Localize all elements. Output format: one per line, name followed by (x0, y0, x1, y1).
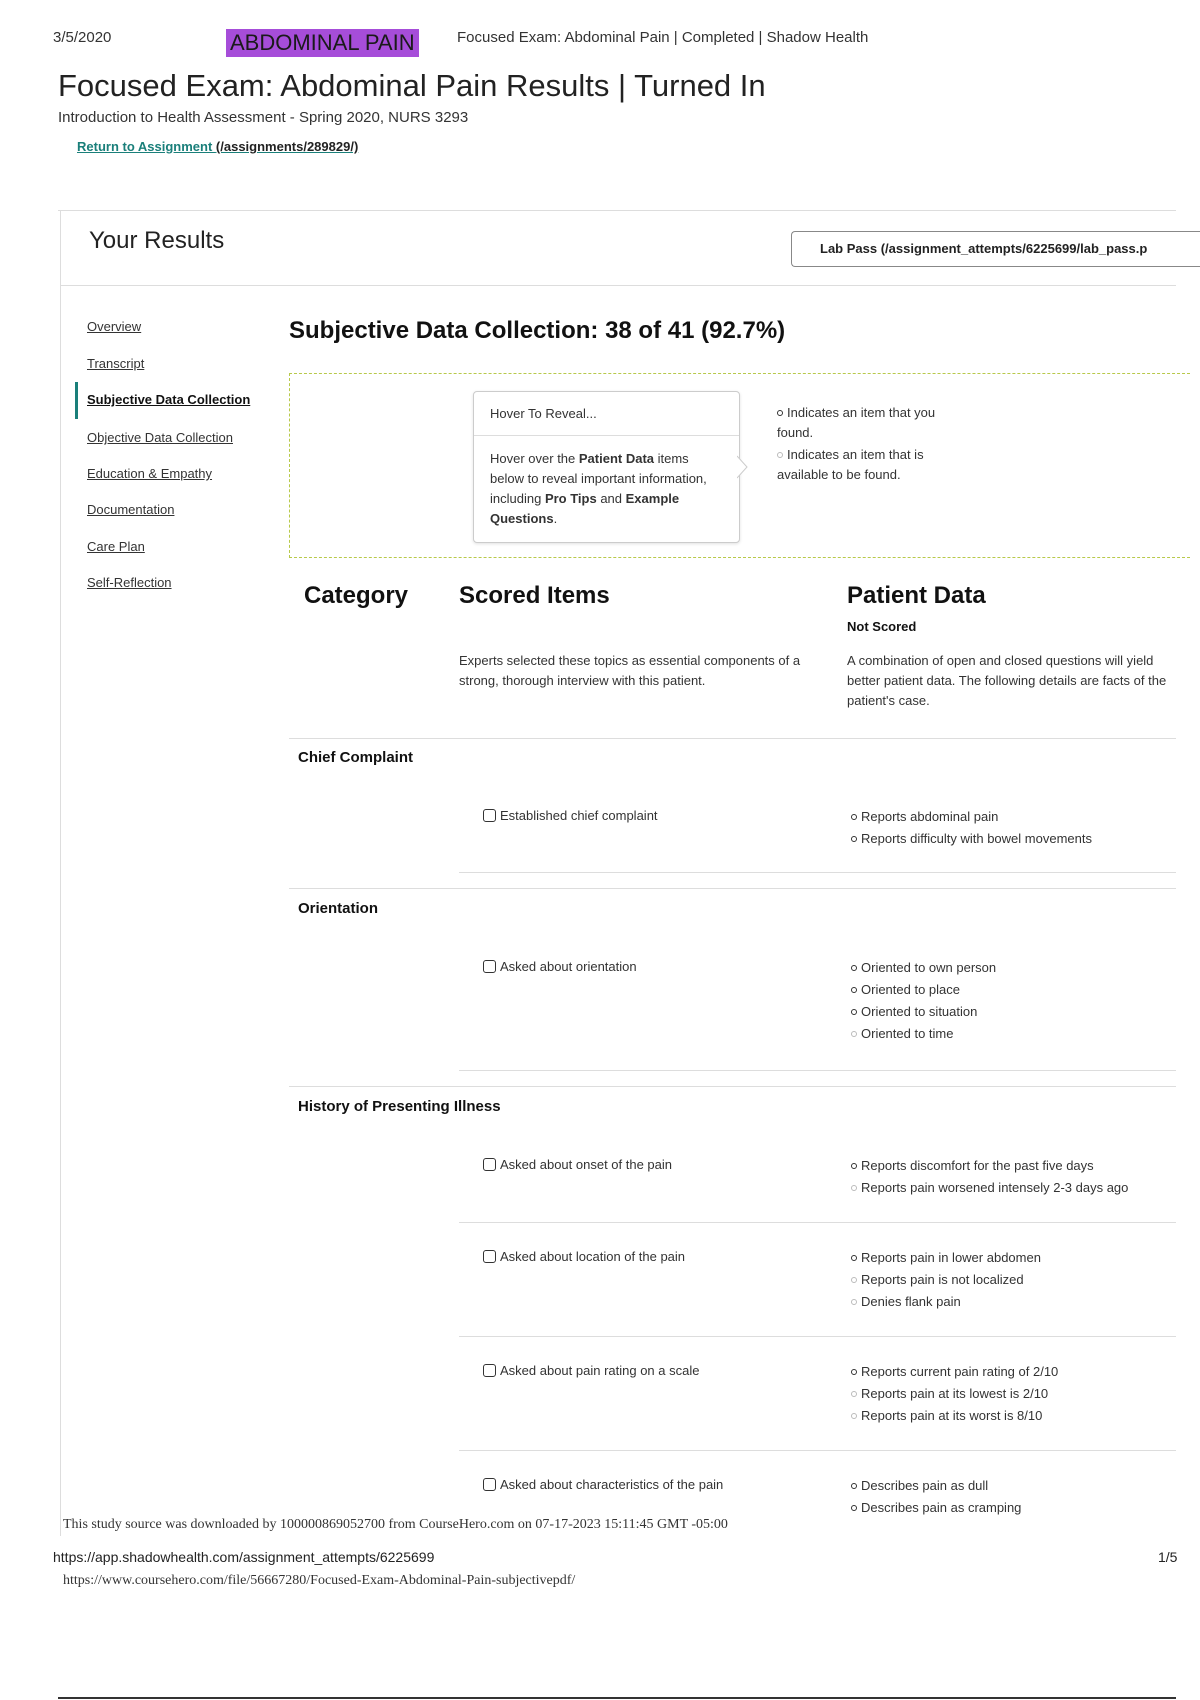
row-divider (289, 888, 1176, 889)
tooltip-bold-patient-data: Patient Data (578, 451, 655, 466)
nav-education-empathy[interactable]: Education & Empathy (87, 466, 213, 481)
patient-data-item (851, 1001, 996, 1023)
patient-data-text: Oriented to situation (861, 1004, 978, 1019)
nav-care-plan[interactable]: Care Plan (87, 539, 145, 554)
results-heading: Your Results (89, 227, 225, 254)
row-divider (459, 1222, 1176, 1223)
category-chief-complaint: Chief Complaint (298, 749, 413, 766)
patient-data-text: Reports current pain rating of 2/10 (861, 1364, 1059, 1379)
available-dot-icon (851, 1185, 857, 1191)
patient-data-item (851, 1475, 1021, 1497)
return-to-assignment-link[interactable] (77, 139, 358, 154)
patient-data-item (851, 1497, 1021, 1519)
checkbox-icon (483, 1478, 496, 1491)
category-history-of-presenting-illness: History of Presenting Illness (298, 1098, 501, 1115)
tooltip-text-4: . (553, 511, 558, 526)
patient-data-chief-complaint (851, 806, 1092, 850)
source-url: https://www.coursehero.com/file/56667280/Focused-Exam-Abdominal-Pain-subjectivepdf/ (63, 1573, 576, 1588)
highlighted-tag: ABDOMINAL PAIN (226, 29, 419, 57)
row-divider (459, 1070, 1176, 1071)
patient-data-text: Denies flank pain (861, 1294, 961, 1309)
course-name: Introduction to Health Assessment - Spring 2020, NURS 3293 (58, 109, 469, 126)
available-dot-icon (851, 1277, 857, 1283)
page-title: Focused Exam: Abdominal Pain Results | Turned In (58, 68, 766, 103)
nav-objective-data-collection[interactable]: Objective Data Collection (87, 430, 233, 445)
nav-documentation[interactable]: Documentation (87, 502, 175, 517)
checkbox-icon (483, 960, 496, 973)
patient-data-text: Reports pain at its lowest is 2/10 (861, 1386, 1049, 1401)
column-category: Category (304, 582, 409, 609)
scored-item-location (483, 1249, 685, 1264)
patient-data-item (851, 1177, 1128, 1199)
return-link-label[interactable]: Return to Assignment (77, 139, 216, 154)
results-card-border (60, 211, 61, 1536)
found-dot-icon (851, 1255, 857, 1261)
found-dot-icon (777, 410, 783, 416)
scored-item-pain-rating (483, 1363, 699, 1378)
nav-subjective-data-collection[interactable]: Subjective Data Collection (87, 392, 251, 407)
found-dot-icon (851, 814, 857, 820)
patient-data-characteristics (851, 1475, 1021, 1519)
tooltip-title: Hover To Reveal... (474, 392, 739, 436)
patient-data-description: A combination of open and closed questions will yield better patient data. The following details are facts of the patient's case. (847, 653, 1167, 708)
patient-data-text: Oriented to own person (861, 960, 997, 975)
legend (777, 403, 967, 485)
patient-data-item (851, 1269, 1041, 1291)
patient-data-item (851, 1361, 1058, 1383)
patient-data-text: Describes pain as dull (861, 1478, 989, 1493)
category-orientation: Orientation (298, 900, 379, 917)
found-dot-icon (851, 965, 857, 971)
print-page-title: Focused Exam: Abdominal Pain | Completed | Shadow Health (457, 29, 869, 46)
patient-data-item (851, 1155, 1128, 1177)
available-dot-icon (777, 452, 783, 458)
scored-item-onset (483, 1157, 672, 1172)
tooltip-pointer-icon (737, 455, 749, 479)
patient-data-item (851, 1405, 1058, 1427)
patient-data-text: Oriented to time (861, 1026, 954, 1041)
row-divider (289, 738, 1176, 739)
found-dot-icon (851, 1009, 857, 1015)
legend-available-text: Indicates an item that is available to be found. (777, 447, 924, 482)
scored-item-label: Asked about characteristics of the pain (500, 1477, 724, 1492)
patient-data-onset (851, 1155, 1128, 1199)
patient-data-text: Reports pain worsened intensely 2-3 days ago (861, 1180, 1129, 1195)
patient-data-text: Describes pain as cramping (861, 1500, 1022, 1515)
patient-data-text: Reports discomfort for the past five days (861, 1158, 1094, 1173)
tooltip-text-2: items below to reveal important information, including (490, 451, 707, 506)
patient-data-text: Reports abdominal pain (861, 809, 999, 824)
row-divider (459, 1336, 1176, 1337)
not-scored-label: Not Scored (847, 619, 917, 634)
scored-item-label: Asked about pain rating on a scale (500, 1363, 700, 1378)
lab-pass-button[interactable]: Lab Pass (/assignment_attempts/6225699/lab_pass.p (791, 231, 1200, 267)
found-dot-icon (851, 836, 857, 842)
checkbox-icon (483, 1364, 496, 1377)
row-divider (459, 1450, 1176, 1451)
found-dot-icon (851, 1505, 857, 1511)
nav-overview[interactable]: Overview (87, 319, 142, 334)
page-number: 1/5 (1158, 1549, 1178, 1565)
scored-item-label: Asked about onset of the pain (500, 1157, 673, 1172)
return-link-path[interactable]: (/assignments/289829/) (215, 139, 359, 154)
nav-active-indicator (75, 382, 78, 419)
column-patient-data: Patient Data (847, 582, 986, 609)
legend-available (777, 445, 967, 485)
patient-data-text: Oriented to place (861, 982, 961, 997)
scored-item-label: Established chief complaint (500, 808, 658, 823)
checkbox-icon (483, 1250, 496, 1263)
patient-data-item (851, 1383, 1058, 1405)
legend-found (777, 403, 967, 443)
patient-data-item (851, 979, 996, 1001)
available-dot-icon (851, 1299, 857, 1305)
tooltip-body (474, 436, 739, 542)
checkbox-icon (483, 1158, 496, 1171)
patient-data-orientation (851, 957, 996, 1045)
tooltip-bold-example-questions: Example Questions (490, 491, 680, 526)
bottom-rule (58, 1697, 1176, 1699)
patient-data-item (851, 1023, 996, 1045)
patient-data-location (851, 1247, 1041, 1313)
print-date: 3/5/2020 (53, 29, 112, 46)
patient-data-text: Reports difficulty with bowel movements (861, 831, 1092, 846)
found-dot-icon (851, 1483, 857, 1489)
column-scored-items: Scored Items (459, 582, 610, 609)
available-dot-icon (851, 1413, 857, 1419)
scored-item-label: Asked about location of the pain (500, 1249, 686, 1264)
page-url: https://app.shadowhealth.com/assignment_attempts/6225699 (53, 1549, 435, 1565)
scored-item-characteristics (483, 1477, 723, 1492)
patient-data-item (851, 1247, 1041, 1269)
scored-item-chief-complaint (483, 808, 658, 823)
row-divider (289, 1086, 1176, 1087)
scored-description: Experts selected these topics as essential components of a strong, thorough interview with this patient. (459, 653, 801, 688)
tooltip-text-3: and (596, 491, 626, 506)
nav-self-reflection[interactable]: Self-Reflection (87, 575, 172, 590)
available-dot-icon (851, 1391, 857, 1397)
patient-data-item (851, 957, 996, 979)
scored-item-orientation (483, 959, 637, 974)
download-note: This study source was downloaded by 100000869052700 from CourseHero.com on 07-17-2023 15:11:45 GMT -05:00 (63, 1517, 728, 1532)
found-dot-icon (851, 1163, 857, 1169)
checkbox-icon (483, 809, 496, 822)
divider (58, 210, 1176, 211)
patient-data-item (851, 1291, 1041, 1313)
hover-reveal-tooltip (473, 391, 740, 543)
tooltip-text-1: Hover over the (490, 451, 579, 466)
nav-transcript[interactable]: Transcript (87, 356, 145, 371)
patient-data-item (851, 806, 1092, 828)
patient-data-pain-rating (851, 1361, 1058, 1427)
scored-item-label: Asked about orientation (500, 959, 637, 974)
patient-data-text: Reports pain in lower abdomen (861, 1250, 1041, 1265)
row-divider (459, 872, 1176, 873)
patient-data-text: Reports pain at its worst is 8/10 (861, 1408, 1043, 1423)
tooltip-bold-pro-tips: Pro Tips (544, 491, 597, 506)
card-header-divider (60, 285, 1176, 286)
available-dot-icon (851, 1031, 857, 1037)
section-title: Subjective Data Collection: 38 of 41 (92.7%) (289, 317, 786, 344)
patient-data-item (851, 828, 1092, 850)
legend-found-text: Indicates an item that you found. (777, 405, 936, 440)
found-dot-icon (851, 987, 857, 993)
found-dot-icon (851, 1369, 857, 1375)
patient-data-text: Reports pain is not localized (861, 1272, 1024, 1287)
